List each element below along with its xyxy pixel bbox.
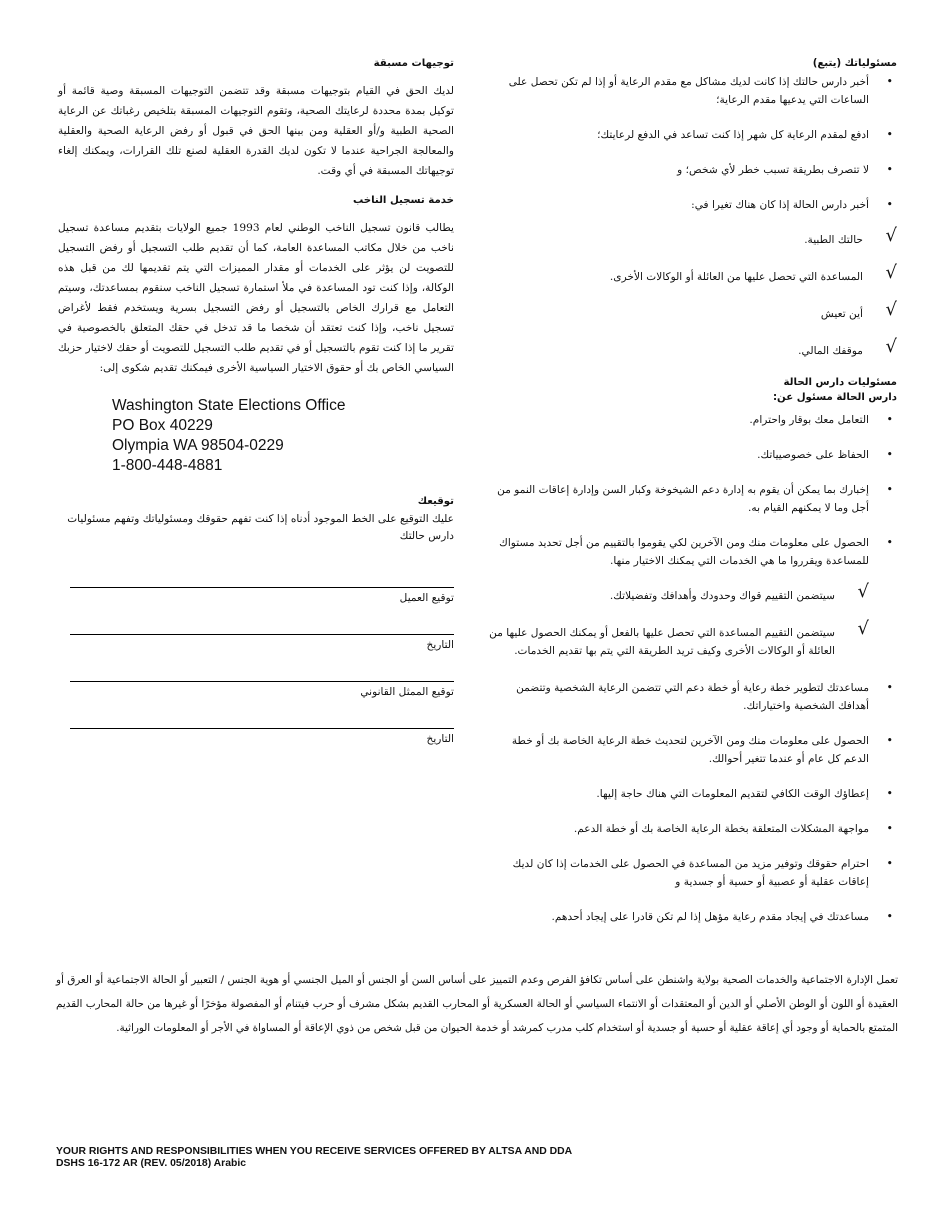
check-mark-icon: √ (857, 618, 869, 639)
non-discrimination-statement: تعمل الإدارة الاجتماعية والخدمات الصحية بولاية واشنطن على أساس تكافؤ الفرص وعدم التمييز على أساس السن أو الجنس أو الميل الجنسي أو هوية الجنس / التعبير أو الحالة الاجتماعية أو العرق أو العقيدة أو اللون أو الوطن الأصلي أو الدين أو المعتقدات أو الانتماء السياسي أو الحالة العسكرية أو المحارب القديم بشكل مشرف أو حرب فيتنام أو المفصولة مؤخرًا أو غيرها من حالة المحارب القديم المتمتع بالحماية أو وجود أي إعاقة عقلية أو حسية أو جسدية أو استخدام كلب مدرب كمرشد أو خدمة الحيوان من قبل شخص من ذوي الإعاقة أو المساواة في الأجر أو المعلومات الوراثية. (56, 974, 898, 1034)
check-item: √ موقفك المالي. (798, 336, 897, 357)
list-item: • احترام حقوقك وتوفير مزيد من المساعدة في الحصول على الخدمات إذا كان لديك إعاقات عقلية أو عصبية أو حسية أو جسدية و (485, 855, 897, 891)
list-item: • الحصول على معلومات منك ومن الآخرين لكي يقوموا بالتقييم من أجل تحديد مستواك للمساعدة ويقرروا ما هي الخدمات التي يمكنك الاختيار منها. (485, 534, 897, 570)
client-date-line[interactable] (70, 634, 454, 635)
directives-column (58, 58, 454, 747)
advance-directives-heading: توجيهات مسبقة (373, 58, 454, 69)
check-mark-icon: √ (885, 336, 897, 357)
client-date-label: التاريخ (426, 639, 454, 651)
responsibilities-column (485, 58, 897, 943)
your-responsibilities-list (485, 73, 897, 214)
elections-office-address: Washington State Elections Office PO Box 40229 Olympia WA 98504-0229 1-800-448-4881 (112, 397, 346, 474)
list-item: • الحفاظ على خصوصيياتك. (485, 446, 897, 464)
list-item: • أخبر دارس حالتك إذا كانت لديك مشاكل مع مقدم الرعاية أو إذا لم تكن تحصل على الساعات التي يدعيها مقدم الرعاية؛ (485, 73, 897, 109)
check-mark-icon: √ (885, 225, 897, 246)
check-mark-icon: √ (885, 299, 897, 320)
list-item: • إخبارك بما يمكن أن يقوم به إدارة دعم الشيخوخة وكبار السن وإدارة إعاقات النمو من أجل وما لا يمكنهم القيام به. (485, 481, 897, 517)
client-signature-line[interactable] (70, 587, 454, 588)
list-item: • مواجهة المشكلات المتعلقة بخطة الرعاية الخاصة بك أو خطة الدعم. (485, 820, 897, 838)
client-signature-label: توقيع العميل (399, 592, 454, 604)
representative-signature-line[interactable] (70, 681, 454, 682)
change-checklist (485, 225, 897, 360)
form-title: YOUR RIGHTS AND RESPONSIBILITIES WHEN YOU RECEIVE SERVICES OFFERED BY ALTSA AND DDA (56, 1146, 573, 1157)
representative-date-line[interactable] (70, 728, 454, 729)
voter-registration-heading: خدمة تسجيل الناخب (352, 195, 454, 206)
check-item: √ المساعدة التي تحصل عليها من العائلة أو الوكالات الأخرى. (609, 262, 897, 283)
signature-instructions: عليك التوقيع على الخط الموجود أدناه إذا كنت تفهم حقوقك ومسئولياتك وتفهم مسئوليات دارس حالتك (67, 513, 454, 542)
check-item: √ سيتضمن التقييم قواك وحدودك وأهدافك وتفضيلاتك. (609, 581, 869, 602)
your-responsibilities-heading: مسئولياتك (يتبع) (812, 58, 897, 69)
case-manager-list (485, 411, 897, 570)
signature-block (58, 587, 454, 747)
check-item: √ سيتضمن التقييم المساعدة التي تحصل عليها بالفعل أو يمكنك الحصول عليها من العائلة أو الوكالات الأخرى وكيف تريد الطريقة التي يتم بها تقديم الخدمات. (489, 618, 869, 657)
case-manager-heading: مسئوليات دارس الحالة (783, 377, 897, 388)
case-manager-subheading: دارس الحالة مسئول عن: (772, 392, 897, 403)
representative-date-label: التاريخ (426, 733, 454, 745)
assessment-checklist (485, 581, 897, 660)
list-item: • مساعدتك لتطوير خطة رعاية أو خطة دعم التي تتضمن الرعاية الشخصية وتتضمن أهدافك الشخصية واختياراتك. (485, 679, 897, 715)
check-item: √ حالتك الطبية. (804, 225, 897, 246)
list-item: • أخبر دارس الحالة إذا كان هناك تغيرا في: (485, 196, 897, 214)
representative-signature-label: توقيع الممثل القانوني (360, 686, 454, 698)
signature-heading: توقيعك (417, 496, 454, 507)
check-mark-icon: √ (885, 262, 897, 283)
case-manager-list-continued (485, 679, 897, 926)
list-item: • لا تتصرف بطريقة تسبب خطر لأي شخص؛ و (485, 161, 897, 179)
advance-directives-text: لديك الحق في القيام بتوجيهات مسبقة وقد تتضمن التوجيهات المسبقة وصية قائمة أو توكيل بمدة محددة لرعايتك الصحية، وتقوم التوجيهات المسبقة بتلخيص رغباتك عن الرعاية الصحية الطبية و/أو العقلية ومن بينها الحق في قبول أو رفض الرعاية الصحية والعقلية والمعالجة الجراحية عندما لا تكون لديك القدرة العقلية لصنع تلك القرارات، ويمكنك إلغاء توجيهاتك المسبقة في أي وقت. (58, 85, 454, 177)
list-item: • ادفع لمقدم الرعاية كل شهر إذا كنت تساعد في الدفع لرعايتك؛ (485, 126, 897, 144)
check-mark-icon: √ (857, 581, 869, 602)
form-number: DSHS 16-172 AR (REV. 05/2018) Arabic (56, 1158, 247, 1169)
list-item: • التعامل معك بوقار واحترام. (485, 411, 897, 429)
list-item: • مساعدتك في إيجاد مقدم رعاية مؤهل إذا لم تكن قادرا على إيجاد أحدهم. (485, 908, 897, 926)
form-footer (56, 1146, 572, 1170)
voter-registration-text: يطالب قانون تسجيل الناخب الوطني لعام 1993 جميع الولايات بتقديم مساعدة تسجيل ناخب من خلال مكاتب المساعدة العامة، كما أن تقديم طلب التسجيل أو رفض التسجيل للتصويت لن يؤثر على الخدمات أو مقدار المميزات التي يتم تقديمها لك من قبل هذه الوكالة، وإذا كنت تود المساعدة في ملأ استمارة تسجيل الناخب سنقوم بمساعدتك، وسيتم التعامل مع قرارك الخاص بالتسجيل أو رفض التسجيل بسرية ويستخدم فقط لأغراض تسجيل ناخب، وإذا كنت تعتقد أن شخصا ما قد تدخل في حقك المتعلق بالخصوصية في تقرير ما إذا كنت تقوم بالتسجيل أو في تقديم طلب التسجيل للتصويت أو حقك لاختيار حزبك السياسي الخاص بك أو حقوق الاختيار السياسية الأخرى فيمكنك تقديم شكوى إلى: (58, 222, 454, 374)
list-item: • إعطاؤك الوقت الكافي لتقديم المعلومات التي هناك حاجة إليها. (485, 785, 897, 803)
check-item: √ أين تعيش (820, 299, 897, 320)
list-item: • الحصول على معلومات منك ومن الآخرين لتحديث خطة الرعاية الخاصة بك أو خطة الدعم كل عام أو عندما تتغير أحوالك. (485, 732, 897, 768)
